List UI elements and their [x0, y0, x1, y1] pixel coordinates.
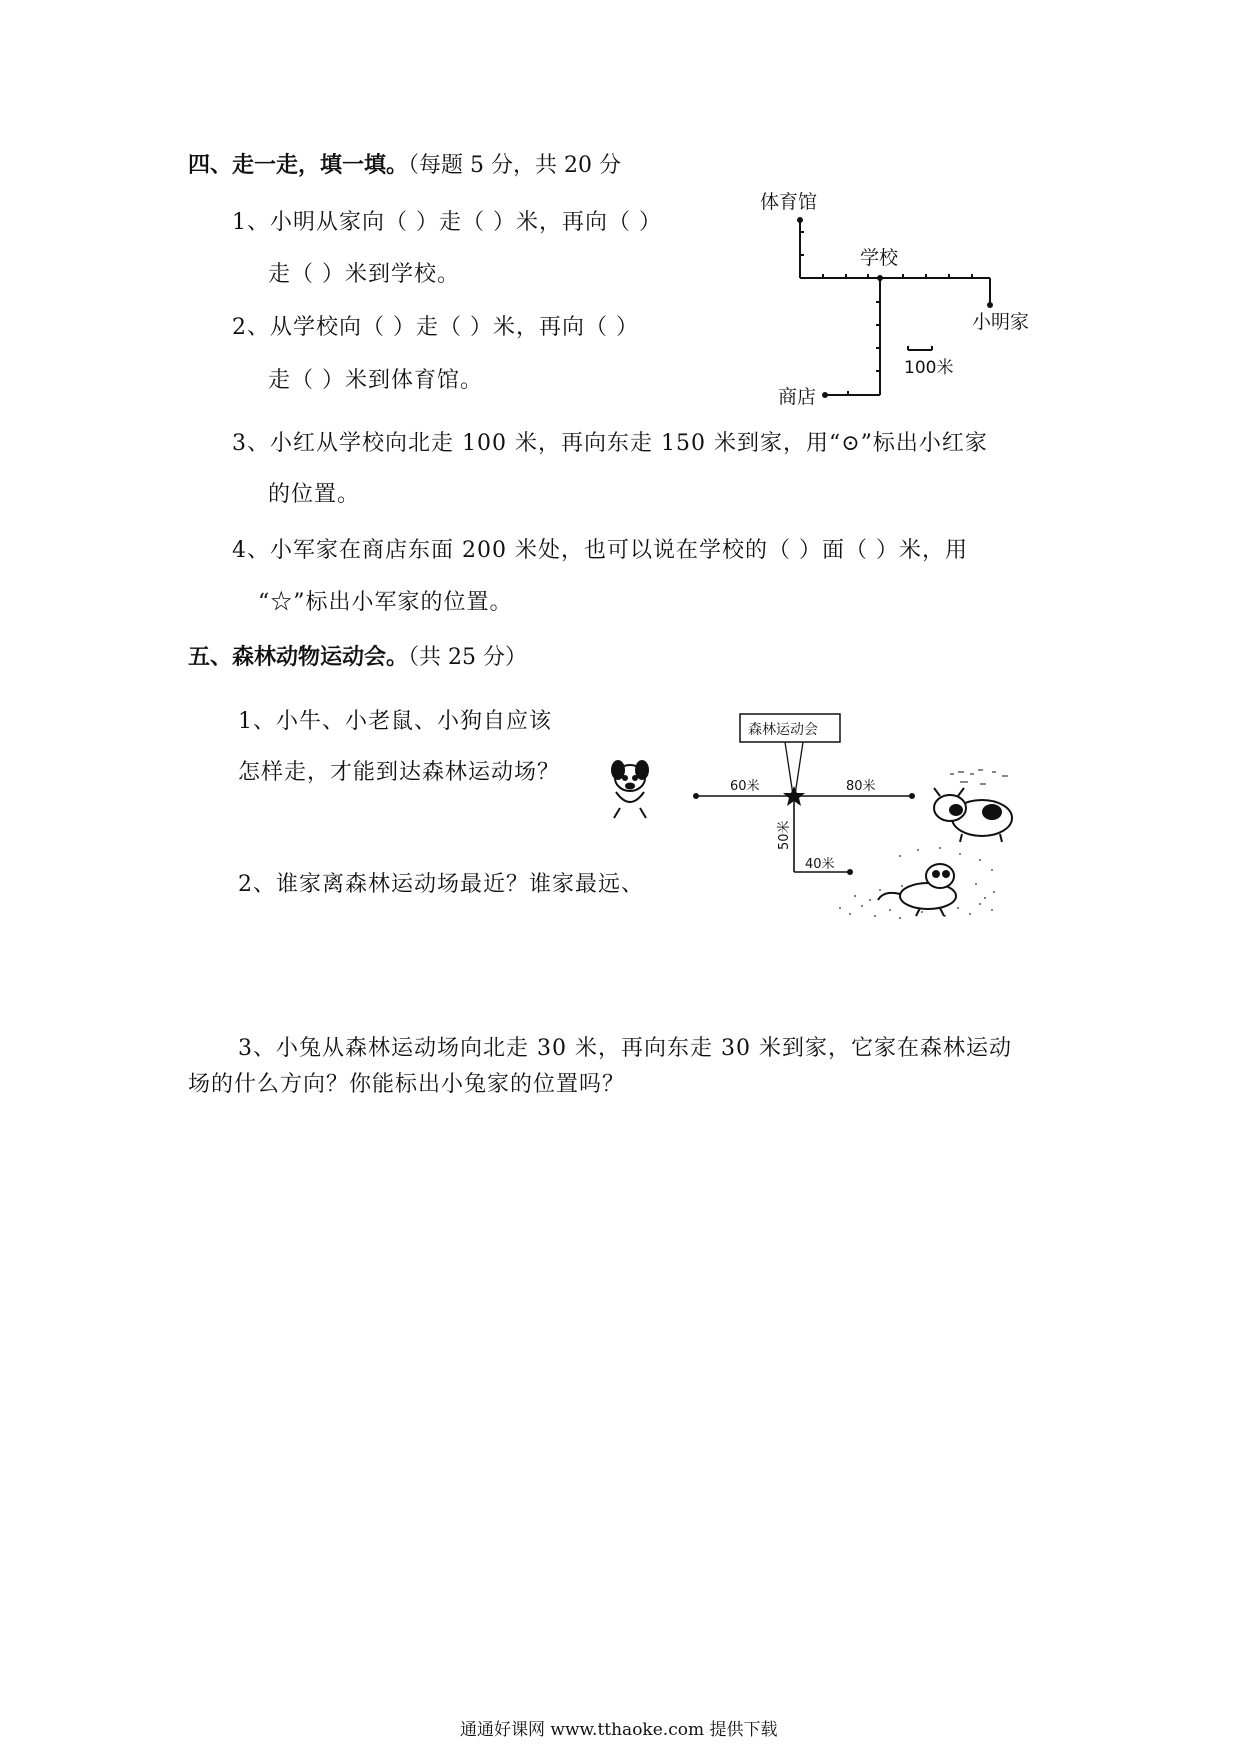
mouse-home-point: [847, 869, 853, 875]
section5-q1-line2: 怎样走，才能到达森林运动场？: [238, 760, 561, 785]
section5-q3-line1: 3、小兔从森林运动场向北走 30 米，再向东走 30 米到家，它家在森林运动: [238, 1036, 1012, 1061]
cow-picture: [934, 770, 1012, 842]
label-south-east-distance: 40米: [805, 857, 835, 872]
section4-q3-line2: 的位置。: [268, 482, 361, 507]
forest-games-map: [600, 700, 1040, 940]
footer-text: 通通好课网 www.tthaoke.com 提供下载: [460, 1720, 778, 1740]
venue-label: 森林运动会: [748, 722, 818, 738]
map-label-stadium: 体育馆: [760, 191, 818, 213]
section4-q2-line2: 走（ ）米到体育馆。: [268, 368, 483, 393]
map-point-store: [822, 392, 828, 398]
label-south-distance: 50米: [777, 820, 792, 850]
section4-heading: [188, 150, 621, 181]
section4-q4-line2: “☆”标出小军家的位置。: [258, 590, 513, 615]
section4-q1-line2: 走（ ）米到学校。: [268, 262, 460, 287]
label-west-distance: 60米: [730, 779, 760, 794]
mouse-picture: [839, 847, 995, 919]
map-point-stadium: [797, 217, 803, 223]
map-point-school: [877, 275, 883, 281]
section5-q2-line1: 2、谁家离森林运动场最近？谁家最远、: [238, 872, 644, 897]
section5-heading: [188, 642, 527, 673]
map-point-xiaoming: [987, 302, 993, 308]
section5-q3-line2: 场的什么方向？你能标出小兔家的位置吗？: [188, 1072, 626, 1097]
dog-picture: [612, 761, 648, 818]
section4-q1-line1: 1、小明从家向（ ）走（ ）米，再向（ ）: [232, 210, 662, 235]
school-route-map: [760, 190, 1070, 410]
section5-title: 五、森林动物运动会。: [188, 644, 409, 670]
section4-q2-line1: 2、从学校向（ ）走（ ）米，再向（ ）: [232, 315, 639, 340]
section4-note: （每题 5 分，共 20 分: [408, 153, 621, 178]
map-label-store: 商店: [778, 386, 817, 408]
map-label-school: 学校: [860, 247, 899, 269]
section5-q1-line1: 1、小牛、小老鼠、小狗自应该: [238, 709, 552, 734]
section4-q3-line1: 3、小红从学校向北走 100 米，再向东走 150 米到家，用“⊙”标出小红家: [232, 431, 988, 456]
section4-title: 四、走一走，填一填。: [188, 152, 409, 178]
map-label-xiaoming: 小明家: [972, 311, 1030, 333]
dog-home-point: [693, 793, 699, 799]
section5-note: （共 25 分）: [408, 645, 527, 670]
cow-home-point: [909, 793, 915, 799]
section4-q4-line1: 4、小军家在商店东面 200 米处，也可以说在学校的（ ）面（ ）米，用: [232, 538, 968, 563]
label-east-distance: 80米: [846, 779, 876, 794]
map-label-scale: 100米: [904, 358, 954, 378]
